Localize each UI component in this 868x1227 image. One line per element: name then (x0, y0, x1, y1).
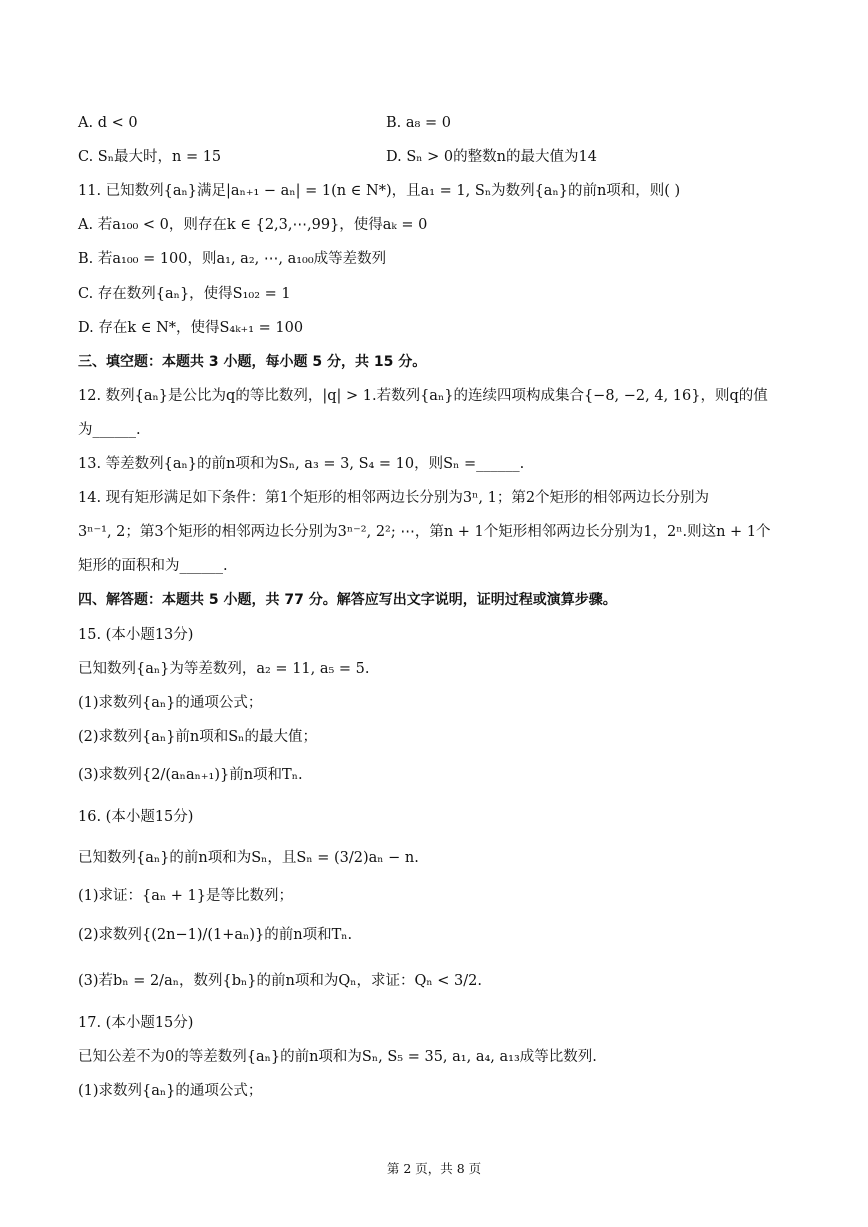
q10-option-row-1 (78, 113, 451, 133)
section-heading-solutions: 四、解答题：本题共 5 小题，共 77 分。解答应写出文字说明，证明过程或演算步骤。 (78, 592, 617, 608)
q15-part-2: (2)求数列{aₙ}前n项和Sₙ的最大值； (78, 729, 317, 745)
q11-stem: 11. 已知数列{aₙ}满足|aₙ₊₁ − aₙ| = 1(n ∈ N*)，且a₁ = 1, Sₙ为数列{aₙ}的前n项和，则( ) (78, 183, 681, 199)
q16-stem: 已知数列{aₙ}的前n项和为Sₙ，且Sₙ = (3/2)aₙ − n. (78, 850, 419, 866)
q17-stem: 已知公差不为0的等差数列{aₙ}的前n项和为Sₙ, S₅ = 35, a₁, a₄, a₁₃成等比数列. (78, 1049, 597, 1065)
section-heading-fill-in: 三、填空题：本题共 3 小题，每小题 5 分，共 15 分。 (78, 354, 427, 370)
q10-option-c: C. Sₙ最大时，n = 15 (78, 149, 222, 165)
q10-option-b: B. a₈ = 0 (386, 115, 451, 131)
q16-part-3: (3)若bₙ = 2/aₙ，数列{bₙ}的前n项和为Qₙ，求证：Qₙ < 3/2. (78, 973, 482, 989)
q11-option-d: D. 存在k ∈ N*，使得S₄ₖ₊₁ = 100 (78, 320, 304, 336)
q14-text-line-3: 矩形的面积和为______. (78, 558, 228, 574)
q10-option-d: D. Sₙ > 0的整数n的最大值为14 (386, 149, 597, 165)
q15-part-1: (1)求数列{aₙ}的通项公式； (78, 695, 263, 711)
q16-part-2: (2)求数列{(2n−1)/(1+aₙ)}的前n项和Tₙ. (78, 927, 353, 943)
q17-part-1: (1)求数列{aₙ}的通项公式； (78, 1083, 263, 1099)
q14-text-line-1: 14. 现有矩形满足如下条件：第1个矩形的相邻两边长分别为3ⁿ, 1；第2个矩形的相邻两边长分别为 (78, 490, 710, 506)
q15-stem: 已知数列{aₙ}为等差数列，a₂ = 11, a₅ = 5. (78, 661, 370, 677)
q16-heading: 16. (本小题15分) (78, 809, 194, 825)
q10-option-a: A. d < 0 (78, 115, 138, 131)
q16-part-1: (1)求证：{aₙ + 1}是等比数列； (78, 888, 293, 904)
page-footer: 第 2 页，共 8 页 (386, 1161, 482, 1176)
q12-text-line-1: 12. 数列{aₙ}是公比为q的等比数列，|q| > 1.若数列{aₙ}的连续四项构成集合{−8, −2, 4, 16}，则q的值 (78, 388, 768, 404)
q11-option-c: C. 存在数列{aₙ}，使得S₁₀₂ = 1 (78, 286, 291, 302)
q11-option-b: B. 若a₁₀₀ = 100，则a₁, a₂, ⋯, a₁₀₀成等差数列 (78, 251, 387, 267)
q11-option-a: A. 若a₁₀₀ < 0，则存在k ∈ {2,3,⋯,99}，使得aₖ = 0 (78, 217, 428, 233)
q13-text: 13. 等差数列{aₙ}的前n项和为Sₙ, a₃ = 3, S₄ = 10，则Sₙ =______. (78, 456, 525, 472)
q17-heading: 17. (本小题15分) (78, 1015, 194, 1031)
q10-option-row-2 (78, 147, 597, 167)
q15-heading: 15. (本小题13分) (78, 627, 194, 643)
q14-text-line-2: 3ⁿ⁻¹, 2；第3个矩形的相邻两边长分别为3ⁿ⁻², 2²; ⋯，第n + 1个矩形相邻两边长分别为1，2ⁿ.则这n + 1个 (78, 524, 771, 540)
q12-text-line-2: 为______. (78, 422, 141, 438)
q15-part-3: (3)求数列{2/(aₙaₙ₊₁)}前n项和Tₙ. (78, 767, 303, 783)
